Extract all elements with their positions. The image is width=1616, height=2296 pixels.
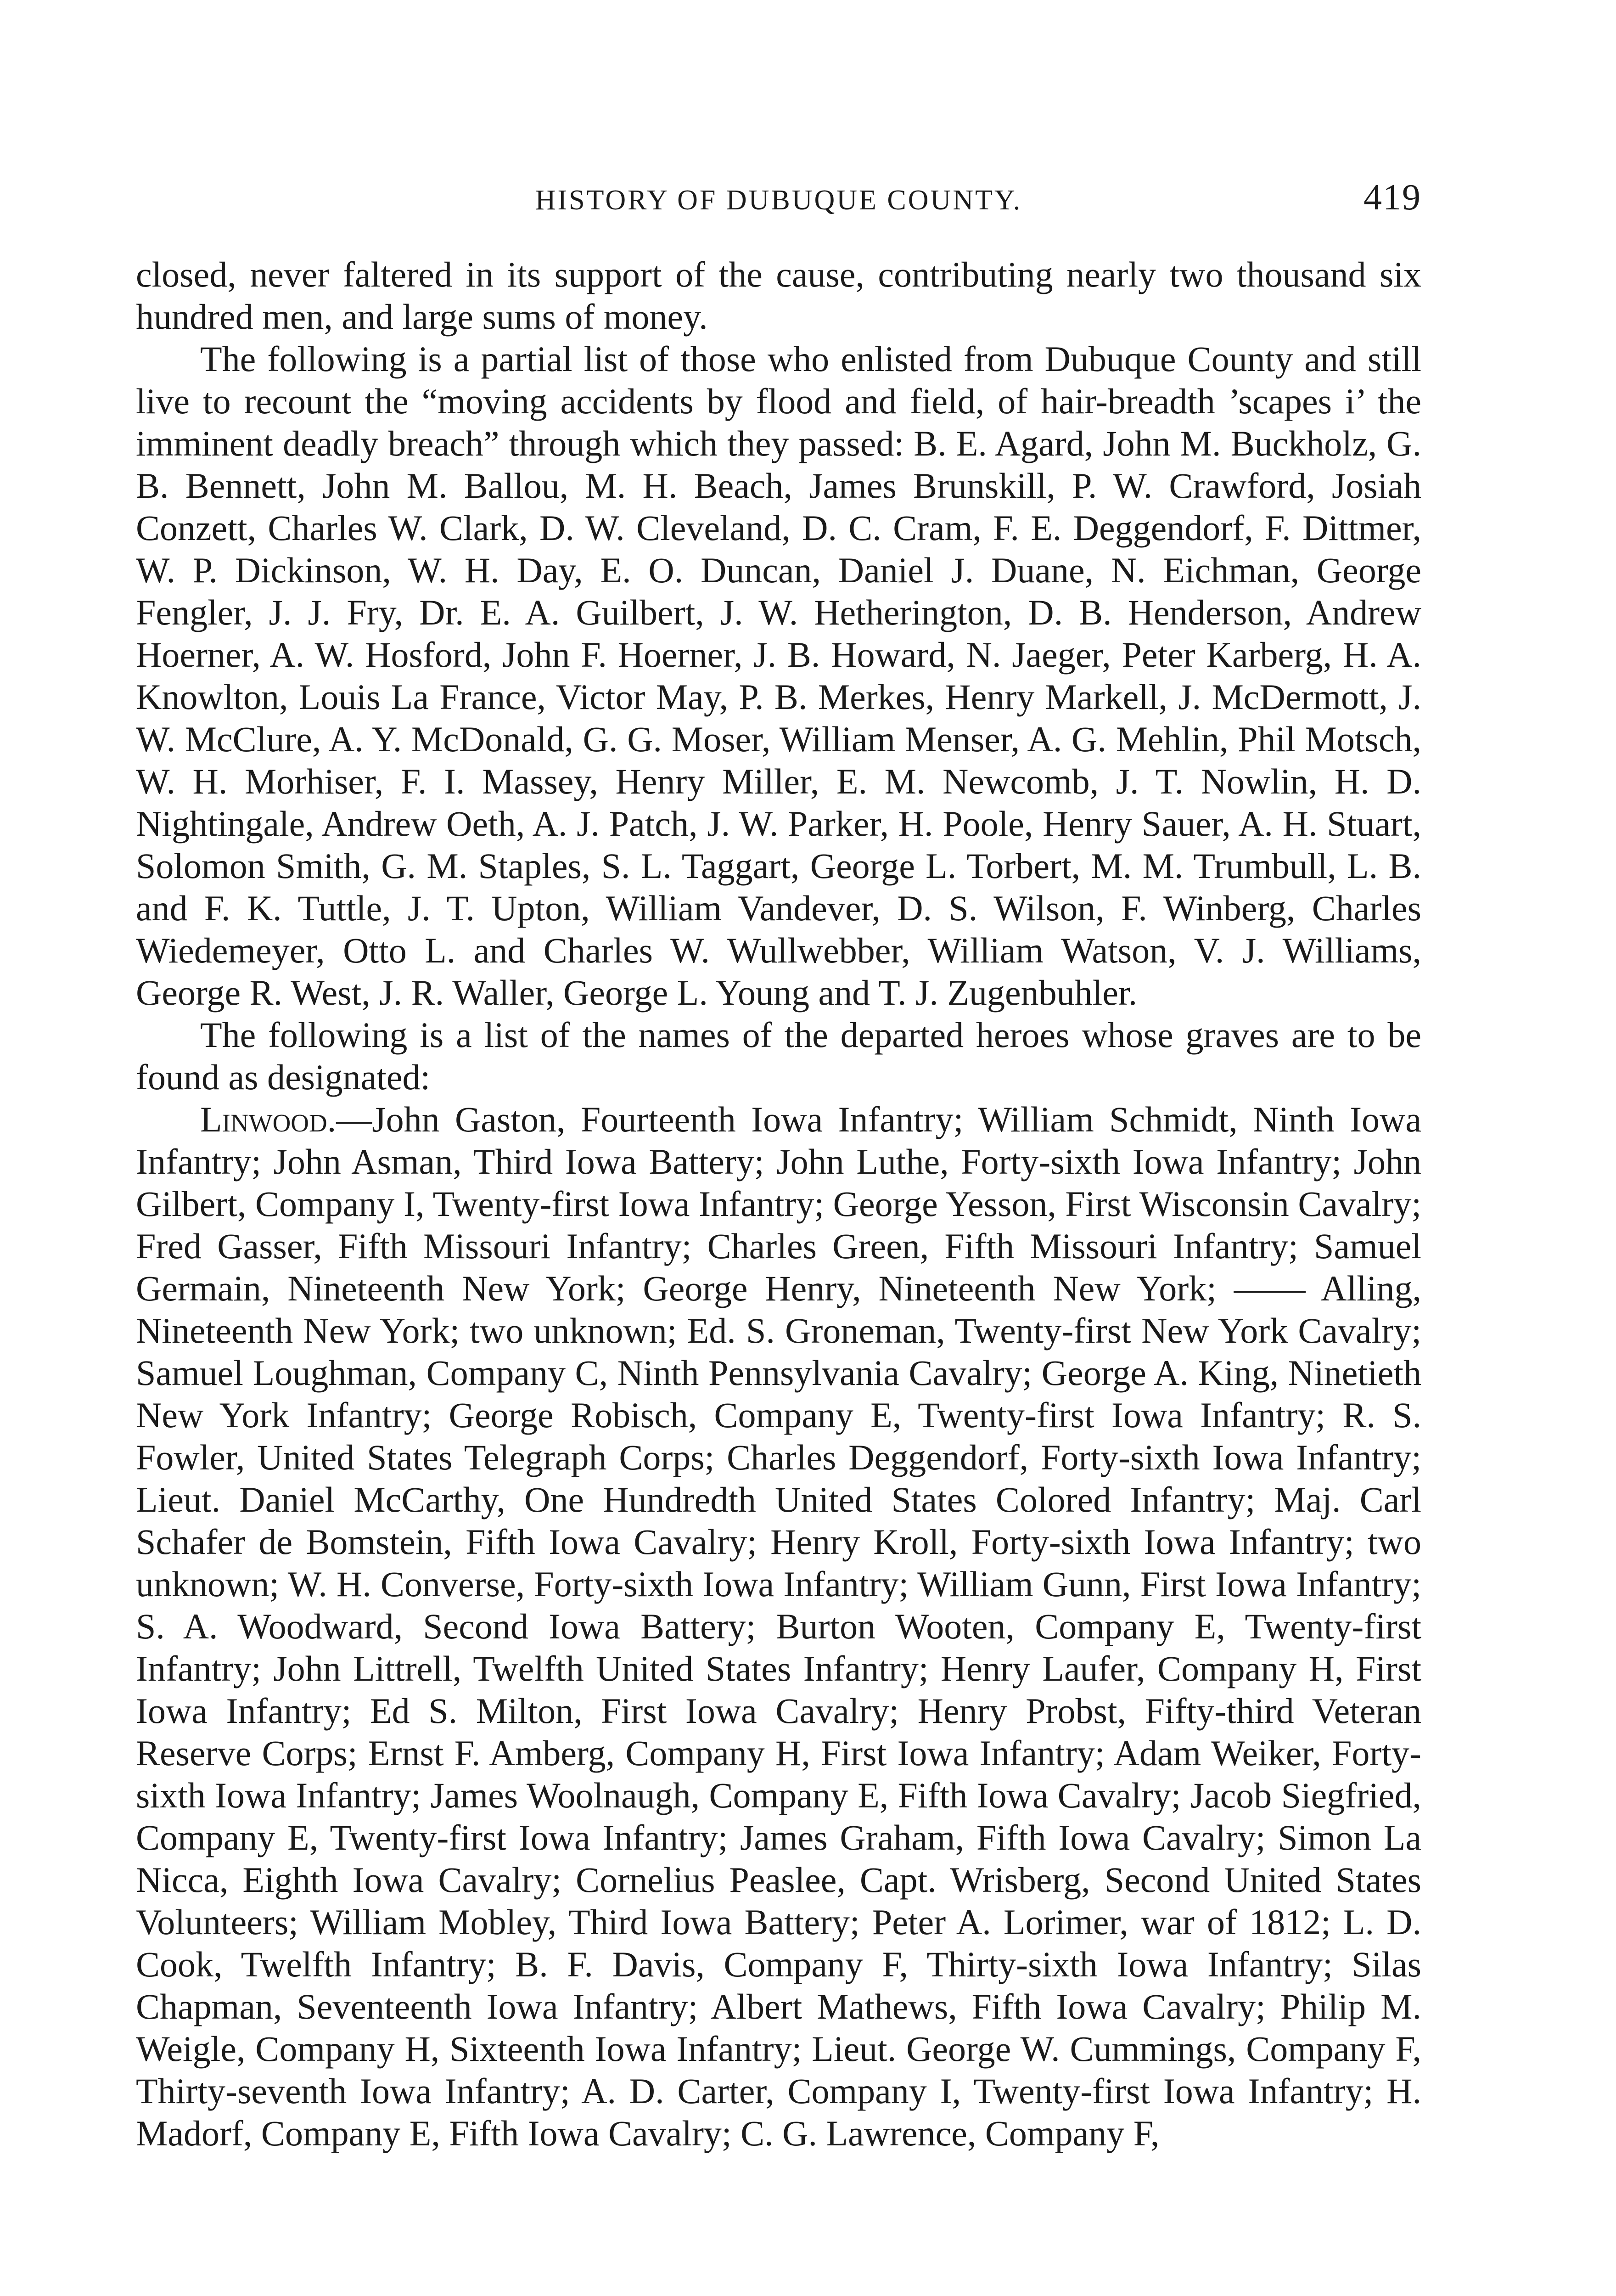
paragraph-graves-intro: The following is a list of the names of the departed heroes whose graves are to be found as designated: <box>136 1015 1421 1097</box>
running-title: HISTORY OF DUBUQUE COUNTY. <box>535 185 1022 216</box>
book-page <box>136 179 1421 2155</box>
linwood-heading: Linwood. <box>200 1099 337 1139</box>
linwood-text: —John Gaston, Fourteenth Iowa Infantry; William Schmidt, Ninth Iowa Infantry; John Asman, Third Iowa Battery; John Luthe, Forty-sixth Iowa Infantry; John Gilbert, Company I, Twenty-first Iowa Infantry; George Yesson, First Wisconsin Cavalry; Fred Gasser, Fifth Missouri Infantry; Charles Green, Fifth Missouri Infantry; Samuel Germain, Nineteenth New York; George Henry, Nineteenth New York; —— Alling, Nineteenth New York; two unknown; Ed. S. Groneman, Twenty-first New York Cavalry; Samuel Loughman, Company C, Ninth Pennsylvania Cavalry; George A. King, Ninetieth New York Infantry; George Robisch, Company E, Twenty-first Iowa Infantry; R. S. Fowler, United States Telegraph Corps; Charles Deggendorf, Forty-sixth Iowa Infantry; Lieut. Daniel McCarthy, One Hundredth United States Colored Infantry; Maj. Carl Schafer de Bomstein, Fifth Iowa Cavalry; Henry Kroll, Forty-sixth Iowa Infantry; two unknown; W. H. Converse, Forty-sixth Iowa Infantry; William Gunn, First Iowa Infantry; S. A. Woodward, Second Iowa Battery; Burton Wooten, Company E, Twenty-first Infantry; John Littrell, Twelfth United States Infantry; Henry Laufer, Company H, First Iowa Infantry; Ed S. Milton, First Iowa Cavalry; Henry Probst, Fifty-third Veteran Reserve Corps; Ernst F. Amberg, Company H, First Iowa Infantry; Adam Weiker, Forty-sixth Iowa Infantry; James Woolnaugh, Company E, Fifth Iowa Cavalry; Jacob Siegfried, Company E, Twenty-first Iowa Infantry; James Graham, Fifth Iowa Cavalry; Simon La Nicca, Eighth Iowa Cavalry; Cornelius Peaslee, Capt. Wrisberg, Second United States Volunteers; William Mobley, Third Iowa Battery; Peter A. Lorimer, war of 1812; L. D. Cook, Twelfth Infantry; B. F. Davis, Company F, Thirty-sixth Iowa Infantry; Silas Chapman, Seventeenth Iowa Infantry; Albert Mathews, Fifth Iowa Cavalry; Philip M. Weigle, Company H, Sixteenth Iowa Infantry; Lieut. George W. Cummings, Company F, Thirty-seventh Iowa Infantry; A. D. Carter, Company I, Twenty-first Iowa Infantry; H. Madorf, Company E, Fifth Iowa Cavalry; C. G. Lawrence, Company F, <box>136 1099 1421 2153</box>
paragraph-continued: closed, never faltered in its support of the cause, contributing nearly two thousand six hundred men, and large sums of money. <box>136 254 1421 337</box>
running-head <box>136 179 1421 221</box>
paragraph-linwood <box>136 1098 1421 2155</box>
paragraph-enlisted-list: The following is a partial list of those who enlisted from Dubuque County and still live to recount the “moving accidents by flood and field, of hair-breadth ’scapes i’ the imminent deadly breach” through which they passed: B. E. Agard, John M. Buckholz, G. B. Bennett, John M. Ballou, M. H. Beach, James Brunskill, P. W. Crawford, Josiah Conzett, Charles W. Clark, D. W. Cleveland, D. C. Cram, F. E. Deggendorf, F. Dittmer, W. P. Dickinson, W. H. Day, E. O. Duncan, Daniel J. Duane, N. Eichman, George Fengler, J. J. Fry, Dr. E. A. Guilbert, J. W. Hetherington, D. B. Henderson, Andrew Hoerner, A. W. Hosford, John F. Hoerner, J. B. Howard, N. Jaeger, Peter Karberg, H. A. Knowlton, Louis La France, Victor May, P. B. Merkes, Henry Markell, J. McDermott, J. W. McClure, A. Y. McDonald, G. G. Moser, William Menser, A. G. Mehlin, Phil Motsch, W. H. Morhiser, F. I. Massey, Henry Miller, E. M. Newcomb, J. T. Nowlin, H. D. Nightingale, Andrew Oeth, A. J. Patch, J. W. Parker, H. Poole, Henry Sauer, A. H. Stuart, Solomon Smith, G. M. Staples, S. L. Taggart, George L. Torbert, M. M. Trumbull, L. B. and F. K. Tuttle, J. T. Upton, William Vandever, D. S. Wilson, F. Winberg, Charles Wiedemeyer, Otto L. and Charles W. Wullwebber, William Watson, V. J. Williams, George R. West, J. R. Waller, George L. Young and T. J. Zugenbuhler. <box>136 339 1421 1013</box>
page-number: 419 <box>1364 177 1421 218</box>
